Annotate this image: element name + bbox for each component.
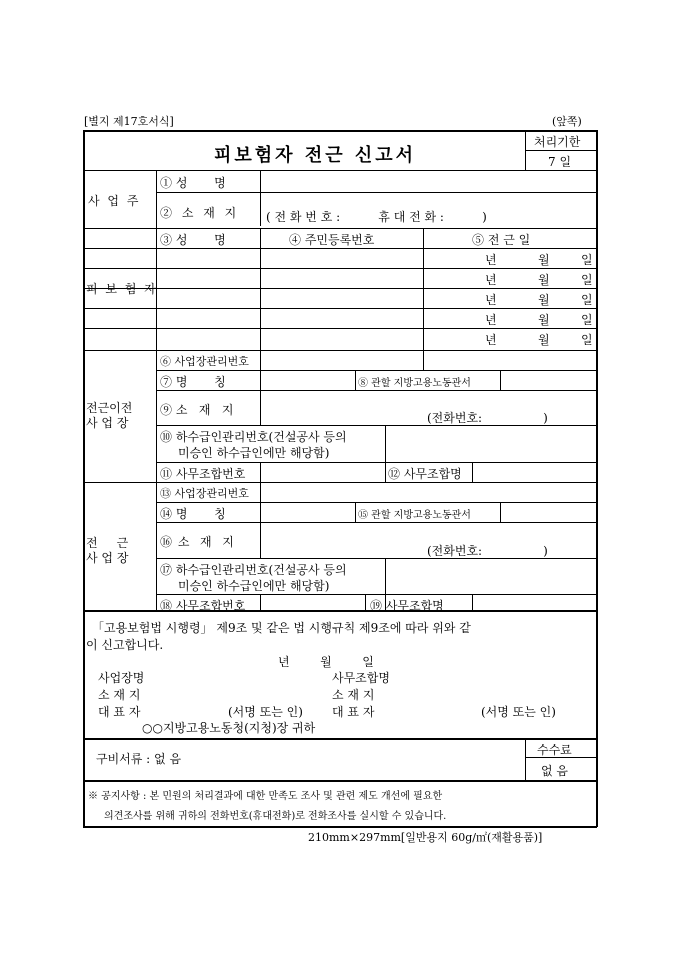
paper-spec: 210mm×297mm[일반용지 60g/㎡(재활용품)] xyxy=(308,831,543,844)
biz-sign: (서명 또는 인) xyxy=(228,705,303,719)
after-office-label: ⑮ 관할 지방고용노동관서 xyxy=(358,510,471,521)
after-section-label-1: 전 근 xyxy=(86,536,129,550)
before-section-label-2: 사 업 장 xyxy=(86,416,129,430)
insured-rrn-input[interactable] xyxy=(263,310,425,328)
insured-name-input[interactable] xyxy=(159,310,261,328)
insured-name-input[interactable] xyxy=(159,270,261,288)
fee-value: 없 음 xyxy=(541,764,568,778)
after-phone: (전화번호: ) xyxy=(427,544,548,558)
form-title: 피보험자 전근 신고서 xyxy=(214,145,417,166)
after-sub-label-2: 미승인 하수급인에만 해당함) xyxy=(178,579,330,593)
before-mgmt-no-input[interactable] xyxy=(263,352,425,370)
after-union-no-label: ⑱ 사무조합번호 xyxy=(160,599,246,613)
fee-label: 수수료 xyxy=(537,743,572,757)
declaration-date: 년 월 일 xyxy=(278,655,374,669)
before-name-input[interactable] xyxy=(263,372,357,390)
declaration-text-2: 이 신고합니다. xyxy=(86,638,164,652)
insured-name-input[interactable] xyxy=(159,330,261,348)
insured-rrn-header: ④ 주민등록번호 xyxy=(289,233,375,247)
transfer-date-month-label: 월 xyxy=(538,253,550,267)
deadline-value: 7 일 xyxy=(548,155,572,169)
transfer-date-day-label: 일 xyxy=(581,313,593,327)
transfer-date-day-label: 일 xyxy=(581,273,593,287)
union-address-label: 소 재 지 xyxy=(332,688,375,702)
deadline-label: 처리기한 xyxy=(534,135,581,149)
insured-section-label: 피 보 험 자 xyxy=(86,282,158,296)
union-name-label: 사무조합명 xyxy=(332,671,390,685)
after-name-input[interactable] xyxy=(263,504,357,522)
before-union-name-label: ⑫ 사무조합명 xyxy=(388,467,462,481)
insured-rrn-input[interactable] xyxy=(263,250,425,268)
insured-rrn-input[interactable] xyxy=(263,330,425,348)
addressee: ○○지방고용노동청(지청)장 귀하 xyxy=(142,721,316,735)
form-number: [별지 제17호서식] xyxy=(84,115,174,128)
transfer-date-year-label: 년 xyxy=(485,293,497,307)
employer-phone-line: ( 전 화 번 호 : 휴 대 전 화 : ) xyxy=(266,210,487,224)
biz-rep-label: 대 표 자 xyxy=(98,705,141,719)
transfer-date-day-label: 일 xyxy=(581,333,593,347)
union-rep-label: 대 표 자 xyxy=(332,705,375,719)
transfer-date-day-label: 일 xyxy=(581,253,593,267)
transfer-date-day-label: 일 xyxy=(581,293,593,307)
after-sub-label-1: ⑰ 하수급인관리번호(건설공사 등의 xyxy=(160,563,347,577)
insured-rrn-input[interactable] xyxy=(263,270,425,288)
before-phone: (전화번호: ) xyxy=(427,411,548,425)
before-section-label-1: 전근이전 xyxy=(86,401,133,415)
before-office-label: ⑧ 관할 지방고용노동관서 xyxy=(358,378,471,389)
after-address-label: ⑯ 소 재 지 xyxy=(160,535,235,549)
transfer-date-year-label: 년 xyxy=(485,333,497,347)
after-name-label: ⑭ 명 칭 xyxy=(160,507,226,521)
insured-rrn-input[interactable] xyxy=(263,290,425,308)
notice-line-2: 의견조사를 위해 귀하의 전화번호(휴대전화)로 전화조사를 실시할 수 있습니다. xyxy=(104,811,447,822)
employer-address-label: ② 소 재 지 xyxy=(160,206,240,220)
insured-name-input[interactable] xyxy=(159,250,261,268)
after-section-label-2: 사 업 장 xyxy=(86,551,129,565)
transfer-date-month-label: 월 xyxy=(538,313,550,327)
transfer-date-year-label: 년 xyxy=(485,313,497,327)
transfer-date-header: ⑤ 전 근 일 xyxy=(472,233,531,247)
employer-name-label: ① 성 명 xyxy=(160,176,226,190)
page-side: (앞쪽) xyxy=(552,115,582,128)
transfer-date-month-label: 월 xyxy=(538,333,550,347)
before-sub-label-1: ⑩ 하수급인관리번호(건설공사 등의 xyxy=(160,430,347,444)
union-sign: (서명 또는 인) xyxy=(481,705,556,719)
before-union-no-label: ⑪ 사무조합번호 xyxy=(160,467,246,481)
employer-section-label: 사 업 주 xyxy=(88,194,141,208)
employer-name-input[interactable] xyxy=(263,172,597,192)
transfer-date-month-label: 월 xyxy=(538,273,550,287)
transfer-date-month-label: 월 xyxy=(538,293,550,307)
insured-name-header: ③ 성 명 xyxy=(160,233,226,247)
after-union-name-label: ⑲ 사무조합명 xyxy=(370,599,444,613)
before-address-label: ⑨ 소 재 지 xyxy=(160,403,234,417)
notice-line-1: ※ 공지사항 : 본 민원의 처리결과에 대한 만족도 조사 및 관련 제도 개선에 필요한 xyxy=(88,791,443,802)
after-mgmt-no-label: ⑬ 사업장관리번호 xyxy=(160,487,249,500)
declaration-text-1: 「고용보험법 시행령」 제9조 및 같은 법 시행규칙 제9조에 따라 위와 같 xyxy=(92,621,471,635)
before-name-label: ⑦ 명 칭 xyxy=(160,375,226,389)
biz-name-label: 사업장명 xyxy=(98,671,145,685)
before-mgmt-no-label: ⑥ 사업장관리번호 xyxy=(160,355,249,368)
transfer-date-year-label: 년 xyxy=(485,273,497,287)
insured-name-input[interactable] xyxy=(159,290,261,308)
before-sub-label-2: 미승인 하수급인에만 해당함) xyxy=(178,446,330,460)
required-documents: 구비서류 : 없 음 xyxy=(96,752,182,766)
after-mgmt-no-input[interactable] xyxy=(263,484,597,502)
transfer-date-year-label: 년 xyxy=(485,253,497,267)
biz-address-label: 소 재 지 xyxy=(98,688,141,702)
